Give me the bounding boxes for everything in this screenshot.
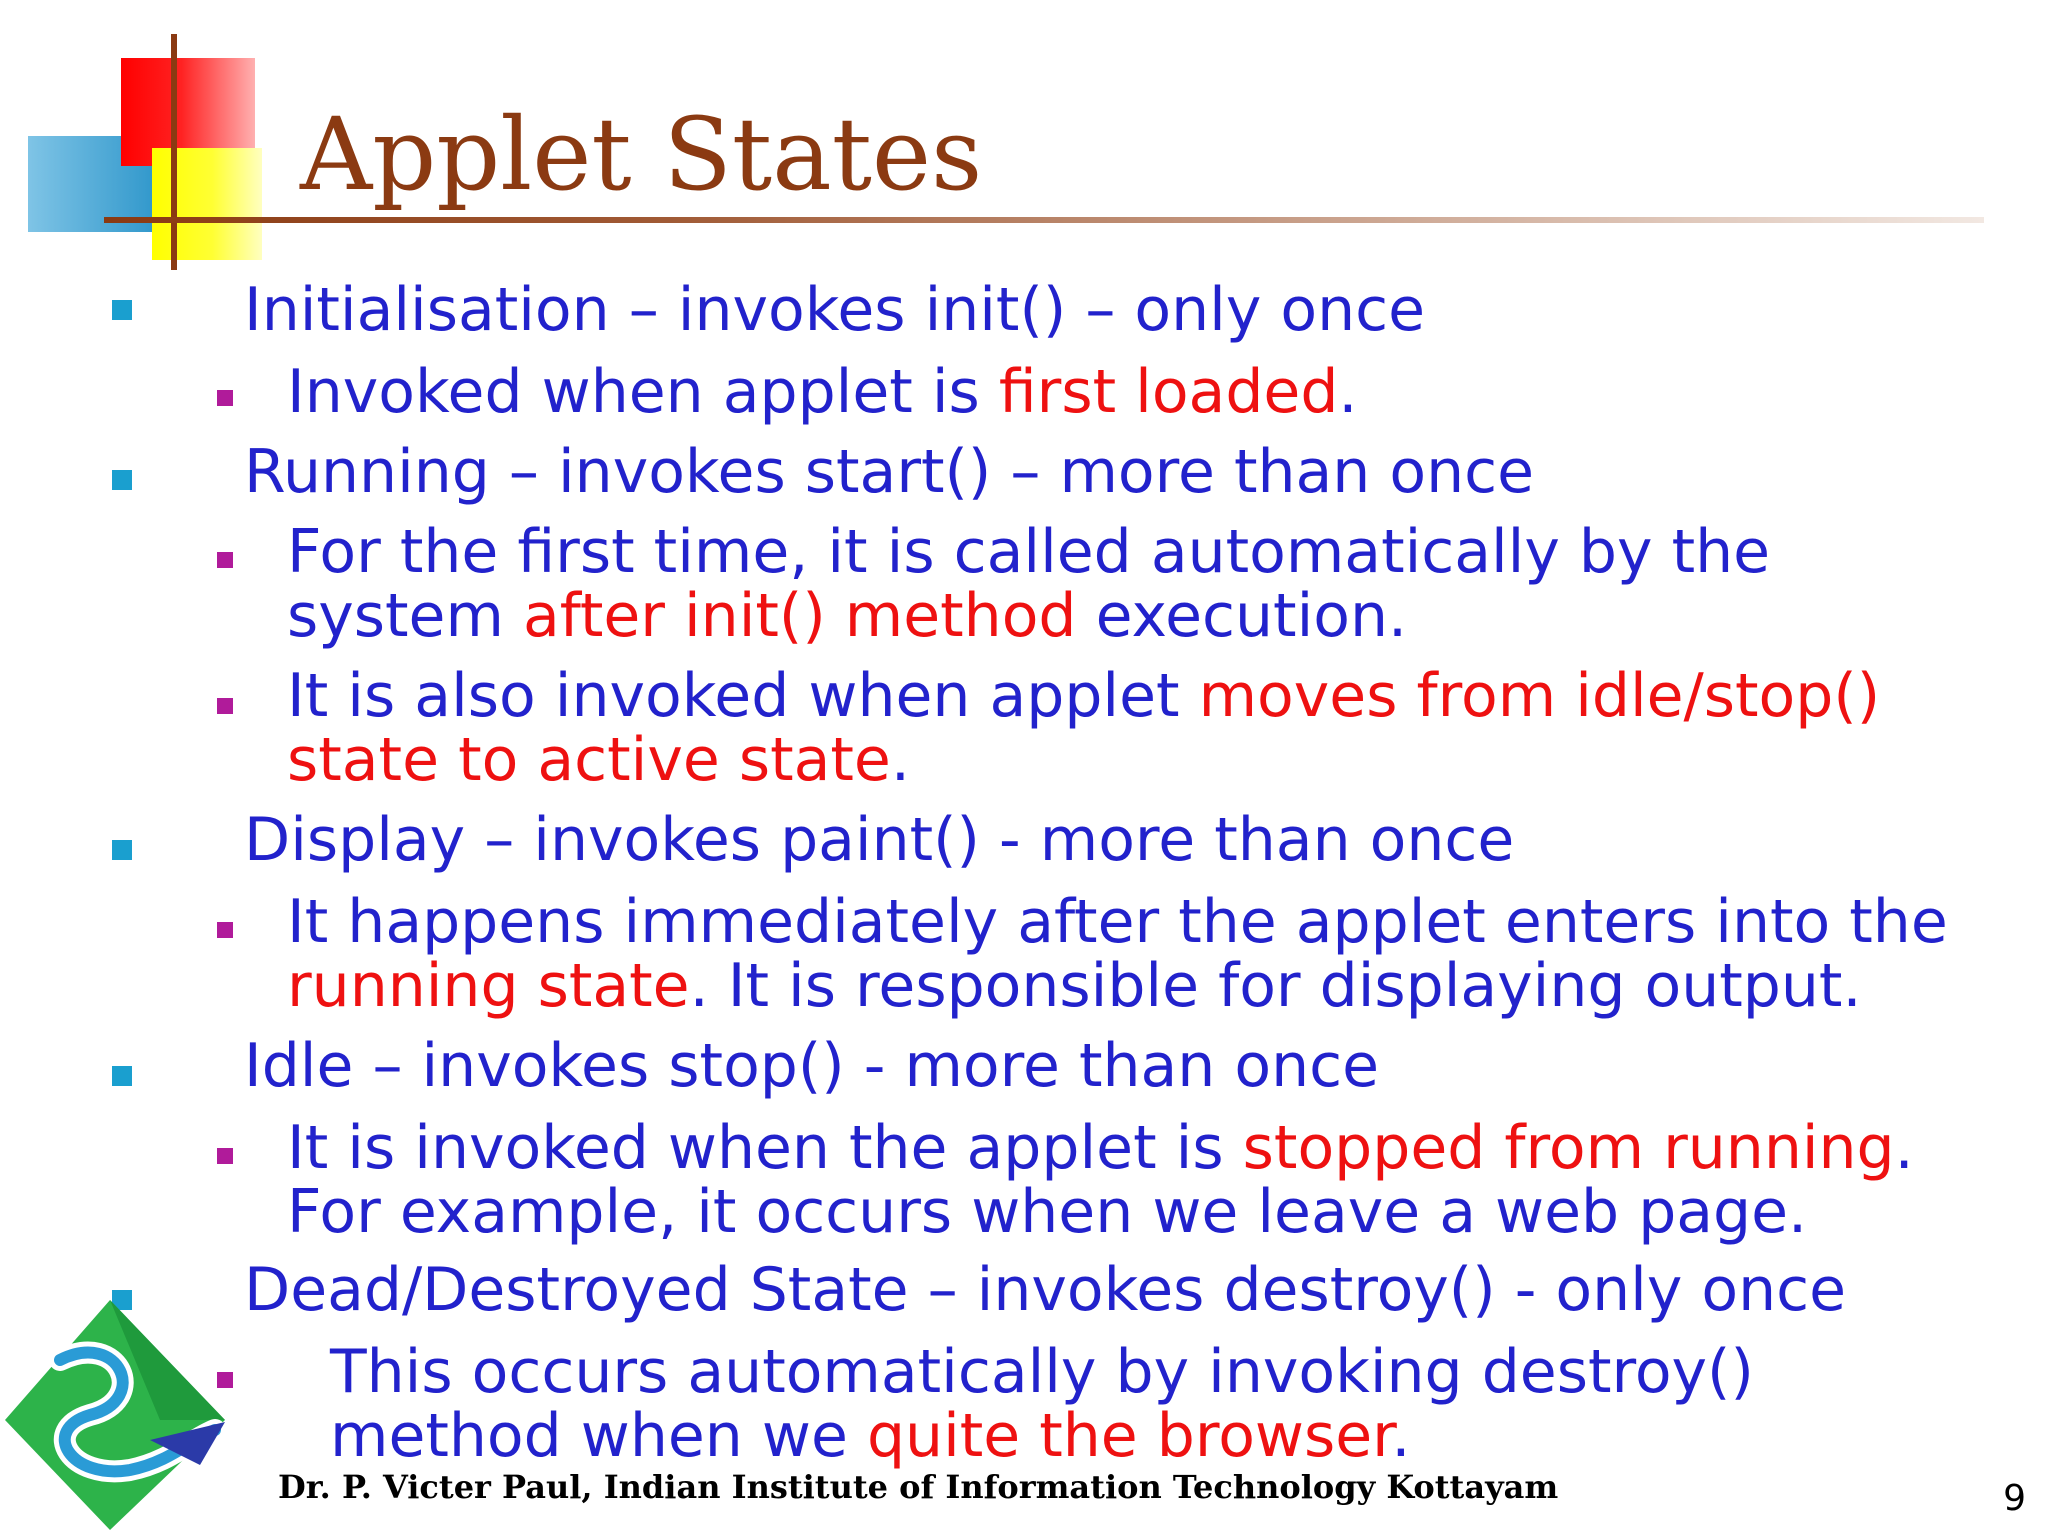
item-text: Display – invokes paint() - more than once [244, 805, 1515, 875]
sub-bullet-square [217, 390, 233, 406]
item-text: This occurs automatically by invoking destroy() [330, 1337, 1754, 1407]
sub-bullet-square [217, 922, 233, 938]
item-text: . [890, 725, 910, 795]
highlight-text: quite the browser [866, 1401, 1392, 1471]
list-item [287, 661, 1881, 795]
list-item [330, 1337, 1754, 1471]
sub-bullet-square [217, 1148, 233, 1164]
item-text: . [1391, 1401, 1411, 1471]
list-item [244, 805, 1515, 875]
sub-bullet-square [217, 552, 233, 568]
sub-bullet-square [217, 1372, 233, 1388]
item-text: For the first time, it is called automatically by the [287, 517, 1771, 587]
highlight-text: stopped from running [1242, 1113, 1895, 1183]
list-item [244, 275, 1426, 345]
list-item [287, 1113, 1914, 1247]
highlight-text: after init() method [523, 581, 1077, 651]
highlight-text: state to active state [287, 725, 891, 795]
item-text: system [287, 581, 523, 651]
list-item [287, 357, 1358, 427]
bullet-square [112, 840, 132, 860]
bullet-square [112, 470, 132, 490]
item-text: Dead/Destroyed State – invokes destroy() - only once [244, 1255, 1847, 1325]
institute-logo-icon [0, 1290, 230, 1536]
item-text: Idle – invokes stop() - more than once [244, 1031, 1380, 1101]
list-item [287, 517, 1771, 651]
item-text: It is also invoked when applet [287, 661, 1199, 731]
item-text: Running – invokes start() – more than once [244, 437, 1535, 507]
item-text: . [1894, 1113, 1914, 1183]
decor-vertical-line [171, 34, 177, 270]
highlight-text: moves from idle/stop() [1198, 661, 1881, 731]
list-item [244, 437, 1535, 507]
sub-bullet-square [217, 698, 233, 714]
bullet-square [112, 1066, 132, 1086]
item-text: For example, it occurs when we leave a web page. [287, 1177, 1808, 1247]
list-item [244, 1031, 1380, 1101]
highlight-text: running state [287, 951, 690, 1021]
item-text: It is invoked when the applet is [287, 1113, 1243, 1183]
title-underline [104, 217, 1984, 223]
decor-yellow-square [152, 148, 262, 260]
slide-footer: Dr. P. Victer Paul, Indian Institute of Information Technology Kottayam [278, 1468, 1559, 1506]
item-text: . [1338, 357, 1358, 427]
slide-title: Applet States [300, 96, 983, 213]
bullet-square [112, 300, 132, 320]
item-text: It happens immediately after the applet enters into the [287, 887, 1948, 957]
item-text: method when we [330, 1401, 867, 1471]
page-number: 9 [2003, 1478, 2026, 1519]
item-text: execution. [1076, 581, 1408, 651]
item-text: . It is responsible for displaying output. [689, 951, 1862, 1021]
item-text: Initialisation – invokes init() – only once [244, 275, 1426, 345]
item-text: Invoked when applet is [287, 357, 999, 427]
highlight-text: first loaded [998, 357, 1339, 427]
list-item [287, 887, 1948, 1021]
list-item [244, 1255, 1847, 1325]
